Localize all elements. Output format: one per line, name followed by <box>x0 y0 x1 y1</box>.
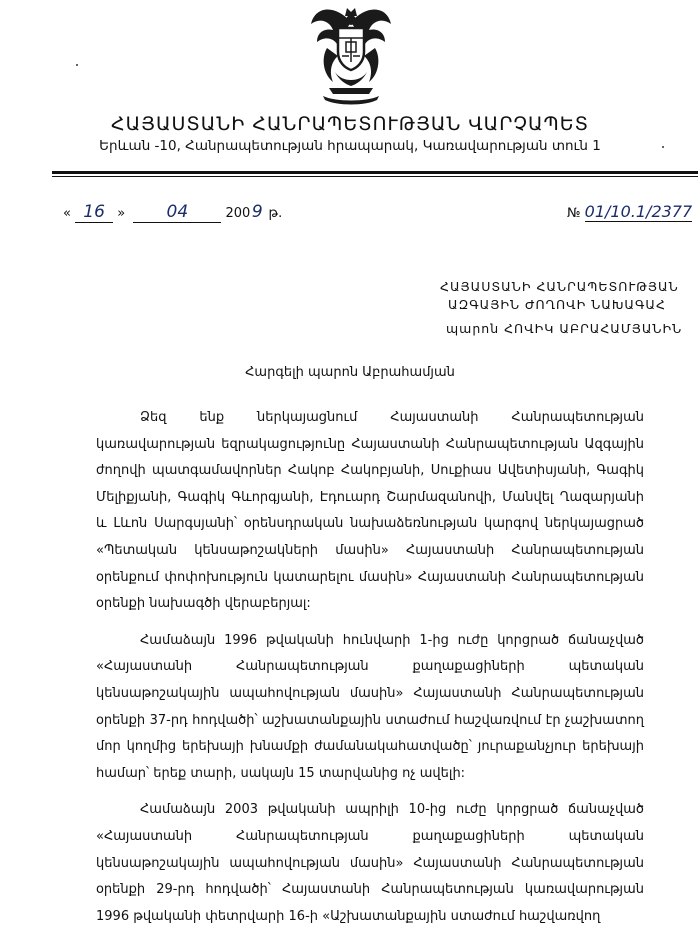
date-year-digit: 9 <box>251 202 263 222</box>
date-year-suffix: թ. <box>268 206 283 221</box>
addressee-block <box>440 278 679 314</box>
salutation: Հարգելի պարոն Աբրահամյան <box>245 365 455 380</box>
organization-address: Երևան -10, Հանրապետության հրապարակ, Կառավարության տուն 1 <box>99 138 601 154</box>
document-number-prefix: № <box>567 206 581 221</box>
date-month: 04 <box>133 202 221 223</box>
organization-title: ՀԱՅԱՍՏԱՆԻ ՀԱՆՐԱՊԵՏՈՒԹՅԱՆ ՎԱՐՉԱՊԵՏ <box>110 113 590 135</box>
addressee-line1: ՀԱՅԱՍՏԱՆԻ ՀԱՆՐԱՊԵՏՈՒԹՅԱՆ <box>440 279 679 294</box>
document-number <box>567 202 692 222</box>
body-paragraph: Ձեզ ենք ներկայացնում Հայաստանի Հանրապետության կառավարության եզրակացությունը Հայաստանի Հանրապետության Ազգային ժողովի պատգամավորներ Հակոբ Հակոբյանի, Սուքիաս Ավետիսյանի, Գագիկ Մելիքյանի, Գագիկ Գևորգյանի, Էդուարդ Շարմազանովի, Մանվել Ղազարյանի և Լևոն Սարգսյանի՝ օրենսդրական նախաձեռնության կարգով ներկայացրած «Պետական կենսաթոշակների մասին» Հայաստանի Հանրապետության օրենքում փոփոխություն կատարելու մասին» Հայաստանի Հանրապետության օրենքի նախագծի վերաբերյալ: <box>96 410 644 612</box>
document-number-value: 01/10.1/2377 <box>584 202 693 221</box>
body-paragraph: Համաձայն 1996 թվականի հունվարի 1-ից ուժը կորցրած ճանաչված «Հայաստանի Հանրապետության քաղաքացիների պետական կենսաթոշակային ապահովության մասին» Հայաստանի Հանրապետության օրենքի 37-րդ հոդվածի՝ աշխատանքային ստաժում հաշվառվում էր չաշխատող մոր կողմից երեխայի խնամքի ժամանակահատվածը՝ յուրաքանչյուր երեխայի համար՝ երեք տարի, սակայն 15 տարվանից ոչ ավելի: <box>96 632 644 781</box>
body-paragraph: Համաձայն 2003 թվականի ապրիլի 10-ից ուժը կորցրած ճանաչված «Հայաստանի Հանրապետության քաղաքացիների պետական կենսաթոշակային ապահովության մասին» Հայաստանի Հանրապետության օրենքի 29-րդ հոդվածի՝ Հայաստանի Հանրապետության կառավարության 1996 թվականի փետրվարի 16-ի «Աշխատանքային ստաժում հաշվառվող <box>96 802 644 924</box>
date-close-quote: » <box>117 206 126 221</box>
date-open-quote: « <box>63 206 71 221</box>
coat-of-arms-emblem <box>305 2 397 107</box>
addressee-line2: ԱԶԳԱՅԻՆ ԺՈՂՈՎԻ ՆԱԽԱԳԱՀ <box>448 297 666 312</box>
addressee-name: պարոն ՀՈՎԻԿ ԱԲՐԱՀԱՄՅԱՆԻՆ <box>446 321 683 336</box>
scan-speck <box>76 64 78 66</box>
letter-body <box>96 405 644 940</box>
date-year-prefix: 200 <box>225 206 251 221</box>
letter-date <box>63 202 282 223</box>
date-day: 16 <box>75 202 113 223</box>
header-divider-thin <box>52 176 698 177</box>
scan-speck <box>662 146 664 148</box>
header-divider-thick <box>52 171 698 174</box>
